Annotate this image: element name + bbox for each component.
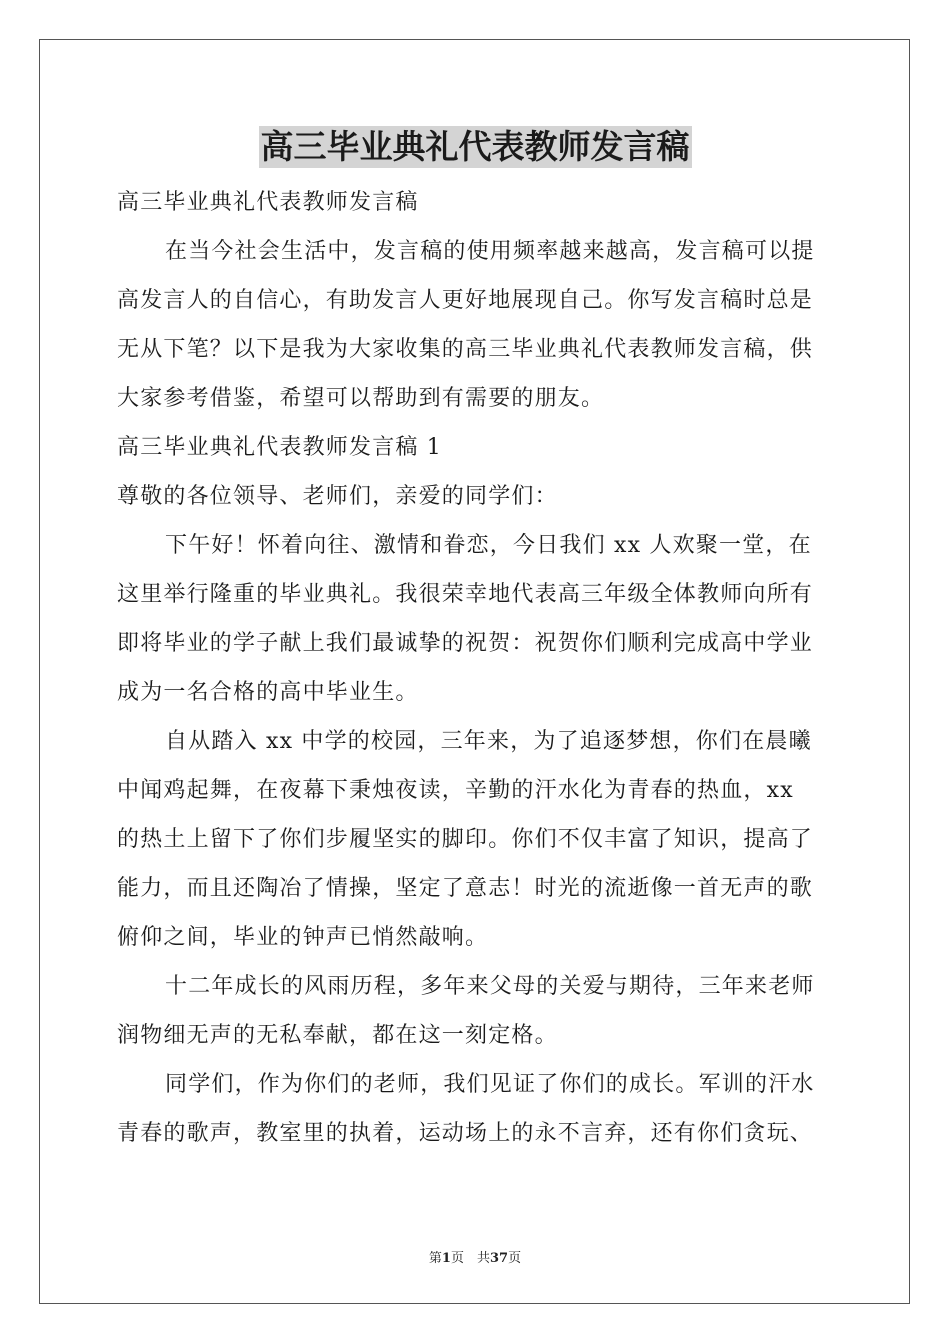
total-pages: 37	[489, 1251, 509, 1266]
text-line: 成为一名合格的高中毕业生。	[117, 680, 419, 705]
text-line: 无从下笔？以下是我为大家收集的高三毕业典礼代表教师发言稿，供	[117, 337, 814, 362]
document-title: 高三毕业典礼代表教师发言稿	[260, 127, 690, 166]
text-line: 在当今社会生活中，发言稿的使用频率越来越高，发言稿可以提	[165, 239, 815, 264]
title-area	[0, 126, 950, 168]
text-line: 润物细无声的无私奉献，都在这一刻定格。	[117, 1023, 558, 1048]
text-line: 下午好！怀着向往、激情和眷恋，今日我们 xx 人欢聚一堂，在	[165, 533, 812, 558]
document-body	[117, 178, 833, 1158]
text-line: 高三毕业典礼代表教师发言稿 1	[117, 435, 442, 460]
current-page-number: 1	[441, 1251, 451, 1266]
page-prefix: 第	[428, 1251, 442, 1266]
text-line: 十二年成长的风雨历程，多年来父母的关爱与期待，三年来老师	[165, 974, 815, 999]
page-footer	[0, 1247, 950, 1266]
text-line: 能力，而且还陶冶了情操，坚定了意志！时光的流逝像一首无声的歌	[117, 876, 814, 901]
page-mid: 页 共	[450, 1251, 490, 1266]
text-line: 俯仰之间，毕业的钟声已悄然敲响。	[117, 925, 489, 950]
text-line: 自从踏入 xx 中学的校园，三年来，为了追逐梦想，你们在晨曦	[165, 729, 812, 754]
text-line: 高三毕业典礼代表教师发言稿	[117, 190, 419, 215]
text-line: 尊敬的各位领导、老师们，亲爱的同学们：	[117, 484, 558, 509]
text-line: 大家参考借鉴，希望可以帮助到有需要的朋友。	[117, 386, 605, 411]
text-line: 这里举行隆重的毕业典礼。我很荣幸地代表高三年级全体教师向所有	[117, 582, 814, 607]
text-line: 青春的歌声，教室里的执着，运动场上的永不言弃，还有你们贪玩、	[117, 1121, 814, 1146]
text-line: 高发言人的自信心，有助发言人更好地展现自己。你写发言稿时总是	[117, 288, 814, 313]
text-line: 同学们，作为你们的老师，我们见证了你们的成长。军训的汗水	[165, 1072, 815, 1097]
page-suffix: 页	[508, 1251, 522, 1266]
text-line: 中闻鸡起舞，在夜幕下秉烛夜读，辛勤的汗水化为青春的热血，xx	[117, 778, 794, 803]
text-line: 的热土上留下了你们步履坚实的脚印。你们不仅丰富了知识，提高了	[117, 827, 814, 852]
text-line: 即将毕业的学子献上我们最诚挚的祝贺：祝贺你们顺利完成高中学业	[117, 631, 814, 656]
